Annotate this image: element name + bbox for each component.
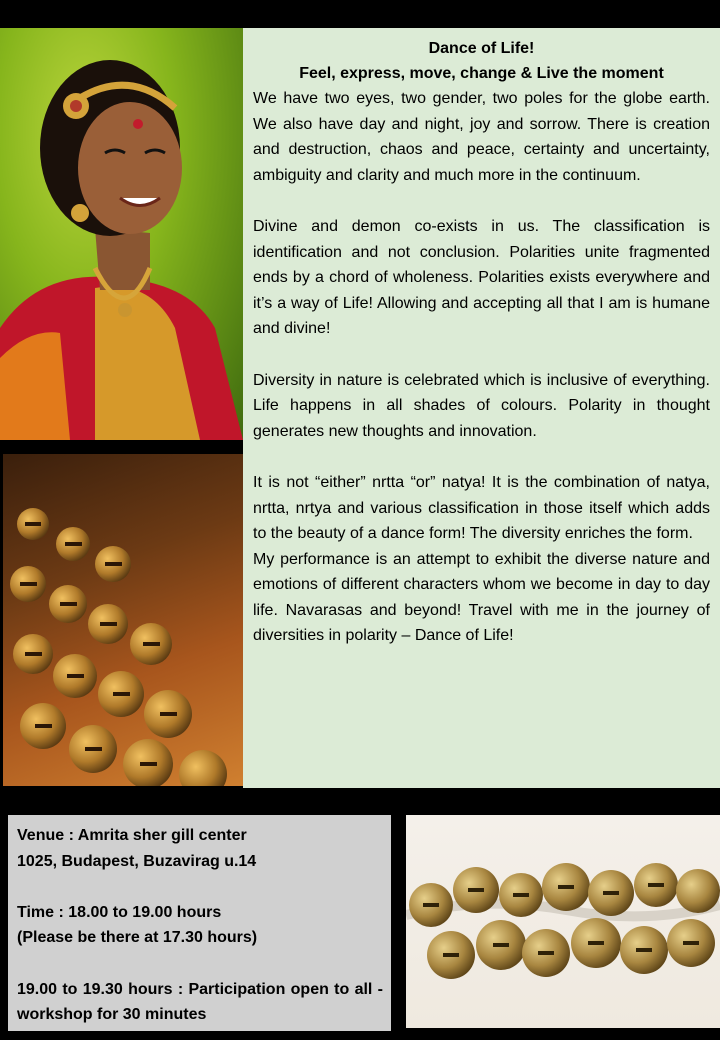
paragraph-polarities: We have two eyes, two gender, two poles for the globe earth. We also have day and night, joy and sorrow. There is creation and destruction, chaos and peace, certainty and uncertainty, ambiguity and clarity and much more in the continuum. xyxy=(253,90,710,184)
paragraph-diversity: Diversity in nature is celebrated which is inclusive of everything. Life happens in all shades of colours. Polarity in thought generates new thoughts and innovation. xyxy=(253,371,710,440)
bells-string-photo xyxy=(406,815,720,1028)
page-title: Dance of Life! xyxy=(428,40,535,57)
page-subtitle: Feel, express, move, change & Live the moment xyxy=(299,65,664,82)
ankle-bells-photo xyxy=(3,454,243,786)
paragraph-divine-demon: Divine and demon co-exists in us. The classification is identification and not conclusion. Polarities unite fragmented ends by a chord of wholeness. Polarities exists everywhere and it’s a way of Life! Allowing and accepting all that I am is humane and divine! xyxy=(253,217,710,338)
paragraph-natya-nrtta: It is not “either” nrtta “or” natya! It is the combination of natya, nrtta, nrtya and various classification in those itself which adds to the beauty of a dance form! The diversity enriches the form. xyxy=(253,473,710,543)
venue-address: 1025, Budapest, Buzavirag u.14 xyxy=(17,852,257,870)
dancer-photo xyxy=(0,28,243,440)
venue-name: Venue : Amrita sher gill center xyxy=(17,827,247,844)
venue-info-box xyxy=(8,815,391,1031)
event-time: Time : 18.00 to 19.00 hours xyxy=(17,903,222,921)
arrival-note: (Please be there at 17.30 hours) xyxy=(17,929,258,947)
workshop-info: 19.00 to 19.30 hours : Participation open to all - workshop for 30 minutes xyxy=(17,980,383,1024)
paragraph-performance: My performance is an attempt to exhibit the diverse nature and emotions of different characters whom we become in day to day life. Navarasas and beyond! Travel with me in the journey of diversities in polarity – Dance of Life! xyxy=(253,550,710,645)
description-panel xyxy=(243,28,720,788)
